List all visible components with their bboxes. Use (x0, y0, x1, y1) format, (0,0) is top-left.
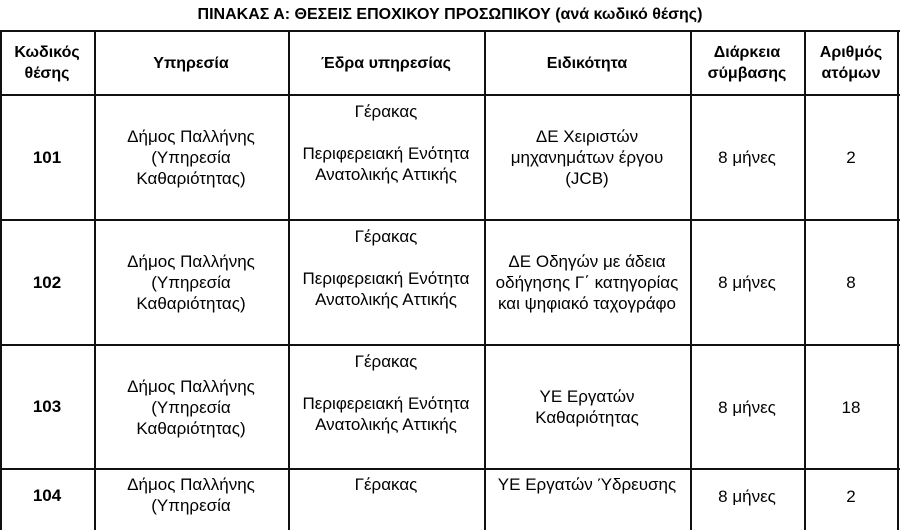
seat-city: Γέρακας (354, 102, 418, 121)
header-count: Αριθμός ατόμων (819, 44, 883, 82)
table-title: ΠΙΝΑΚΑΣ Α: ΘΕΣΕΙΣ ΕΠΟΧΙΚΟΥ ΠΡΟΣΩΠΙΚΟΥ (ανά κωδικό θέσης) (197, 6, 703, 23)
cell-duration: 8 μήνες (718, 486, 776, 506)
cell-code: 103 (32, 397, 62, 416)
cell-code: 104 (32, 486, 62, 505)
seat-region: Περιφερειακή Ενότητα Ανατολικής Αττικής (302, 269, 470, 309)
cell-service: Δήμος Παλλήνης (Υπηρεσία (127, 475, 255, 515)
cell-specialty: ΔΕ Οδηγών με άδεια οδήγησης Γ΄ κατηγορίας και ψηφιακό ταχογράφο (495, 252, 679, 313)
cell-code: 101 (32, 147, 62, 167)
cell-seat (288, 101, 484, 219)
header-seat: Έδρα υπηρεσίας (321, 54, 451, 72)
cell-count: 2 (846, 148, 856, 167)
cell-specialty: ΔΕ Χειριστών μηχανημάτων έργου (JCB) (510, 127, 664, 188)
cell-service: Δήμος Παλλήνης (Υπηρεσία Καθαριότητας) (127, 376, 255, 438)
cell-duration: 8 μήνες (718, 273, 776, 292)
cell-specialty: ΥΕ Εργατών Καθαριότητας (535, 387, 639, 427)
seat-region: Περιφερειακή Ενότητα Ανατολικής Αττικής (302, 394, 470, 434)
header-service: Υπηρεσία (153, 54, 229, 72)
cell-service: Δήμος Παλλήνης (Υπηρεσία Καθαριότητας) (127, 127, 255, 188)
header-code: Κωδικός θέσης (14, 44, 80, 82)
cell-seat (288, 226, 484, 344)
cell-seat: Γέρακας (354, 475, 418, 494)
cell-count: 2 (846, 486, 856, 506)
cell-count: 8 (846, 273, 856, 292)
cell-duration: 8 μήνες (718, 148, 776, 167)
seat-city: Γέρακας (354, 352, 418, 371)
seat-city: Γέρακας (354, 227, 418, 246)
header-specialty: Ειδικότητα (546, 54, 628, 72)
cell-service: Δήμος Παλλήνης (Υπηρεσία Καθαριότητας) (127, 252, 255, 313)
header-duration: Διάρκεια σύμβασης (707, 44, 787, 82)
cell-duration: 8 μήνες (718, 397, 776, 417)
cell-specialty: ΥΕ Εργατών Ύδρευσης (497, 475, 677, 494)
cell-seat (288, 351, 484, 468)
cell-count: 18 (841, 397, 861, 417)
cell-code: 102 (32, 272, 62, 292)
seat-region: Περιφερειακή Ενότητα Ανατολικής Αττικής (302, 144, 470, 184)
